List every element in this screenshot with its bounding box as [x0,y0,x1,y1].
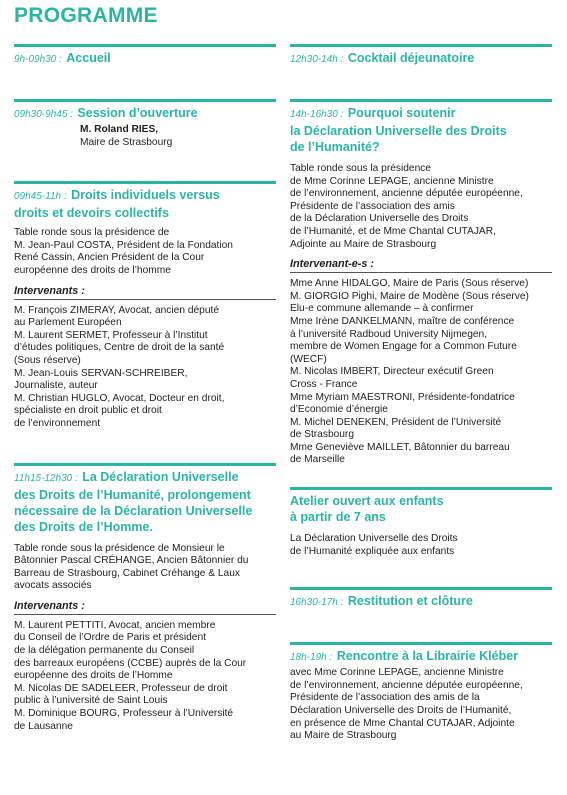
session-title: Restitution et clôture [347,594,473,609]
session-title: Droits individuels versus [71,188,220,203]
session-title: Accueil [66,51,111,65]
left-column [14,44,276,733]
session-title-line2: droits et devoirs collectifs [14,206,169,221]
section-librairie [290,642,552,743]
session-title: Session d’ouverture [77,106,198,120]
session-body: Table ronde sous la présidence de Monsieur le Bâtonnier Pascal CRÉHANGE, Ancien Bâtonnier du Barreau de Strasbourg, Cabinet Créhange & Laux avocats associés [14,542,249,592]
right-column [290,44,552,743]
session-time: 9h-09h30 : [14,54,62,65]
session-title-line3: de l’Humanité? [290,140,380,154]
session-title: Atelier ouvert aux enfants [290,494,444,509]
session-title-line4: des Droits de l’Homme. [14,519,153,534]
section-droits-individuels [14,181,276,430]
session-time: 09h30-9h45 : [14,109,73,120]
session-time: 14h-16h30 : [290,109,344,120]
section-declaration [14,463,276,734]
section-ouverture [14,99,276,149]
session-body: La Déclaration Universelle des Droits de l’Humanité expliquée aux enfants [290,533,458,557]
session-body: Table ronde sous la présidence de Mme Corinne LEPAGE, ancienne Ministre de l’environnement, ancienne députée européenne, Présidente de l’association des amis de la Déclaration Universelle des Droits de l’Humanité, et de Mme Chantal CUTAJAR, Adjointe au Maire de Strasbourg [290,163,523,250]
speakers-list: M. Laurent PETTITI, Avocat, ancien membre du Conseil de l’Ordre de Paris et président de la délégation permanente du Conseil des barreaux européens (CCBE) auprès de la Cour européenne des droits de l’Homme M. Nicolas DE SADELEER, Professeur de droit public à l’université de Saint Louis M. Dominique BOURG, Professeur à l’Université de Lausanne [14,619,247,732]
section-accueil [14,44,276,68]
session-time: 09h45-11h : [14,191,67,203]
speakers-list: M. François ZIMERAY, Avocat, ancien député au Parlement Européen M. Laurent SERMET, Professeur à l’Institut d’études politiques, Centre de droit de la santé (Sous réserve) M. Jean-Louis SERVAN-SCHREIBER, Journaliste, auteur M. Christian HUGLO, Avocat, Docteur en droit, spécialiste en droit public et droit de l’environnement [14,304,225,429]
session-title: Pourquoi soutenir [347,106,456,120]
session-body: Table ronde sous la présidence de M. Jean-Paul COSTA, Président de la Fondation René Cassin, Ancien Président de la Cour européenne des droits de l’homme [14,227,233,276]
section-cocktail [290,44,552,68]
session-title-line2: à partir de 7 ans [290,510,386,525]
section-atelier-enfants [290,487,552,558]
section-restitution [290,587,552,611]
speakers-list: Mme Anne HIDALGO, Maire de Paris (Sous réserve) M. GIORGIO Pighi, Maire de Modène (Sous réserve) Elu-e commune allemande – à confirmer Mme Irène DANKELMANN, maître de conférence à l’université Radboud University Nijmegen, membre de Women Engage for a Common Future (WECF) M. Nicolas IMBERT, Directeur exécutif Green Cross - France Mme Myriam MAESTRONI, Présidente-fondatrice d’Economie d’énergie M. Michel DENEKEN, Président de l’Université de Strasbourg Mme Geneviève MAILLET, Bâtonnier du barreau de Marseille [290,278,529,466]
session-time: 11h15-12h30 : [14,472,78,484]
session-body: M. Roland RIES, Maire de Strasbourg [80,124,173,148]
speakers-label: Intervenants : [14,600,276,615]
session-title: Rencontre à la Librairie Kléber [336,649,519,664]
session-title: Cocktail déjeunatoire [347,51,475,65]
section-pourquoi-soutenir [290,99,552,467]
speakers-label: Intervenant-e-s : [290,258,552,273]
session-time: 16h30-17h : [290,597,344,609]
speakers-label: Intervenants : [14,285,276,300]
session-time: 12h30-14h : [290,54,344,65]
session-title-line3: nécessaire de la Déclaration Universelle [14,503,253,518]
session-title: La Déclaration Universelle [82,469,239,484]
session-time: 18h-19h : [290,652,333,664]
page-title: PROGRAMME [14,4,158,27]
session-title-line2: la Déclaration Universelle des Droits [290,124,507,138]
session-body: avec Mme Corinne LEPAGE, ancienne Ministre de l’environnement, ancienne députée européenne, Présidente de l’association des amis de la Déclaration Universelle des Droits de l’Humanité, en présence de Mme Chantal CUTAJAR, Adjointe au Maire de Strasbourg [290,667,523,742]
session-title-line2: des Droits de l’Humanité, prolongement [14,487,251,502]
